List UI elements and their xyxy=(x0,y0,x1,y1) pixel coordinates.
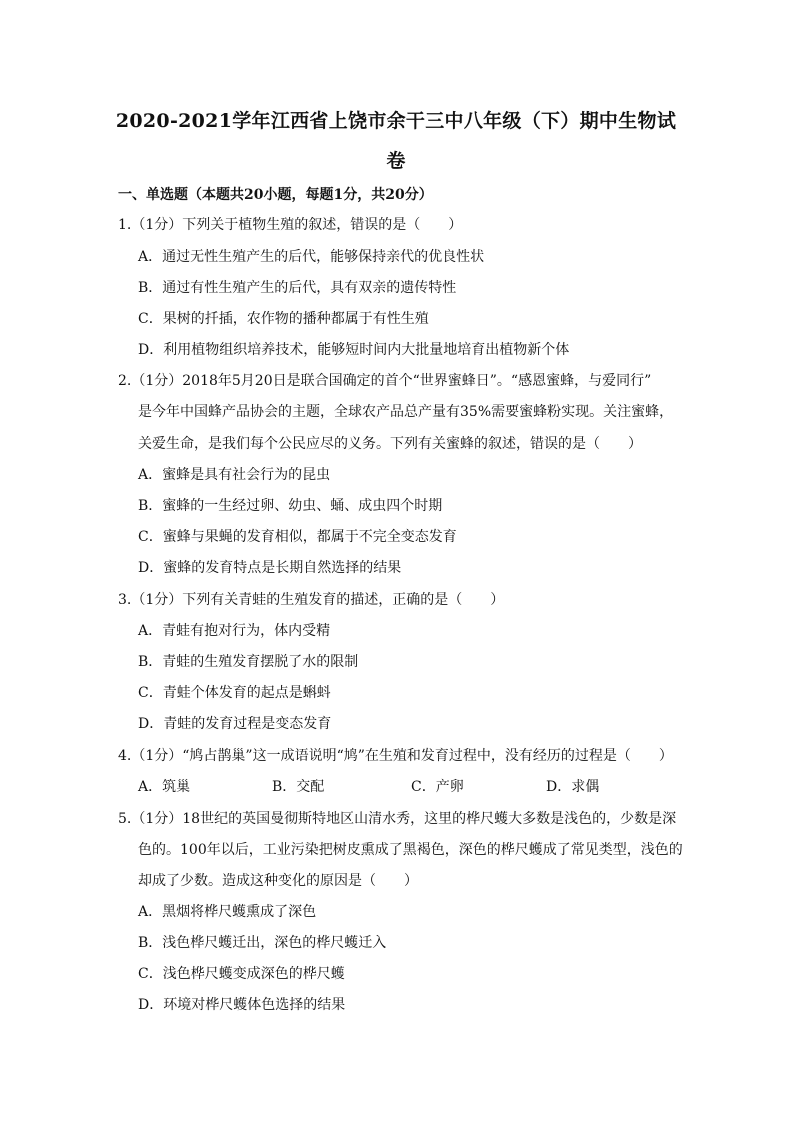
question-5-option-d: D．环境对桦尺蠖体色选择的结果 xyxy=(138,997,346,1013)
question-5-stem-cont-2: 却成了少数。造成这种变化的原因是（ ） xyxy=(138,873,418,889)
question-5-option-c: C．浅色桦尺蠖变成深色的桦尺蠖 xyxy=(138,966,345,982)
question-5-option-a: A．黑烟将桦尺蠖熏成了深色 xyxy=(138,904,317,920)
question-3-stem: 3.（1分）下列有关青蛙的生殖发育的描述，正确的是（ ） xyxy=(118,592,505,608)
question-2-stem: 2.（1分）2018年5月20日是联合国确定的首个“世界蜜蜂日”。“感恩蜜蜂，与爱同行” xyxy=(118,373,652,389)
question-1-option-b: B．通过有性生殖产生的后代，具有双亲的遗传特性 xyxy=(138,280,457,296)
question-2-option-b: B．蜜蜂的一生经过卵、幼虫、蛹、成虫四个时期 xyxy=(138,498,443,514)
document-title-line-2: 卷 xyxy=(386,150,406,172)
question-2-option-d: D．蜜蜂的发育特点是长期自然选择的结果 xyxy=(138,560,402,576)
section-heading: 一、单选题（本题共20小题，每题1分，共20分） xyxy=(118,187,433,203)
question-1-stem: 1.（1分）下列关于植物生殖的叙述，错误的是（ ） xyxy=(118,217,463,233)
question-4-stem: 4.（1分）“鸠占鹊巢”这一成语说明“鸠”在生殖和发育过程中，没有经历的过程是（ ） xyxy=(118,748,673,764)
question-1-option-c: C．果树的扦插，农作物的播种都属于有性生殖 xyxy=(138,311,429,327)
question-5-stem: 5.（1分）18世纪的英国曼彻斯特地区山清水秀，这里的桦尺蠖大多数是浅色的，少数是深 xyxy=(118,811,677,827)
question-3-option-c: C．青蛙个体发育的起点是蝌蚪 xyxy=(138,685,331,701)
document-title-line-1: 2020-2021学年江西省上饶市余干三中八年级（下）期中生物试 xyxy=(115,110,677,132)
question-1-option-a: A．通过无性生殖产生的后代，能够保持亲代的优良性状 xyxy=(138,249,485,265)
question-2-stem-cont-1: 是今年中国蜂产品协会的主题，全球农产品总产量有35%需要蜜蜂粉实现。关注蜜蜂， xyxy=(138,404,674,420)
question-4-option-c: C．产卵 xyxy=(411,779,464,795)
question-4-option-a: A．筑巢 xyxy=(138,779,191,795)
question-1-option-d: D．利用植物组织培养技术，能够短时间内大批量地培育出植物新个体 xyxy=(138,342,570,358)
question-5-option-b: B．浅色桦尺蠖迁出，深色的桦尺蠖迁入 xyxy=(138,935,387,951)
question-3-option-b: B．青蛙的生殖发育摆脱了水的限制 xyxy=(138,654,359,670)
question-3-option-d: D．青蛙的发育过程是变态发育 xyxy=(138,716,332,732)
question-4-option-b: B．交配 xyxy=(272,779,325,795)
question-2-option-c: C．蜜蜂与果蝇的发育相似，都属于不完全变态发育 xyxy=(138,529,457,545)
question-2-stem-cont-2: 关爱生命，是我们每个公民应尽的义务。下列有关蜜蜂的叙述，错误的是（ ） xyxy=(138,436,642,452)
question-2-option-a: A．蜜蜂是具有社会行为的昆虫 xyxy=(138,467,331,483)
question-4-option-d: D．求偶 xyxy=(546,779,600,795)
question-5-stem-cont-1: 色的。100年以后，工业污染把树皮熏成了黑褐色，深色的桦尺蠖成了常见类型，浅色的 xyxy=(138,842,683,858)
question-3-option-a: A．青蛙有抱对行为，体内受精 xyxy=(138,623,331,639)
